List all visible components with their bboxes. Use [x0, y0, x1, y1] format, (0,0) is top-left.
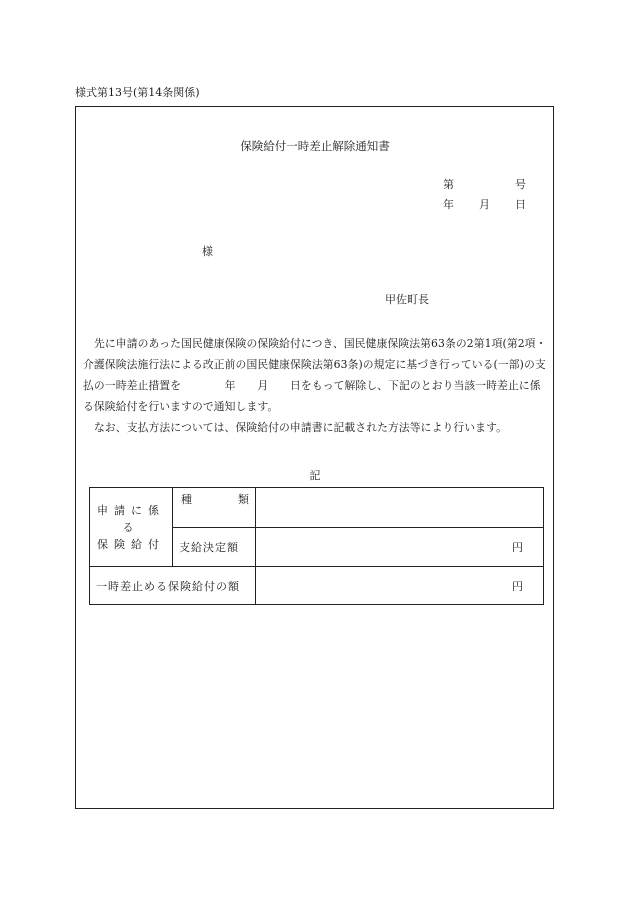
- notice-body: [83, 333, 548, 438]
- issuer-name: 甲佐町長: [385, 293, 429, 306]
- amount-label-cell: 支給決定額: [173, 527, 256, 567]
- form-number-label: 様式第13号(第14条関係): [75, 86, 200, 99]
- group-label-cell: [90, 488, 173, 567]
- date-year: 年: [443, 198, 454, 211]
- kind-value-cell: [256, 488, 544, 528]
- kind-label-cell: [173, 488, 256, 528]
- number-suffix: 号: [515, 178, 526, 191]
- group-label-line1: 申請に係る: [97, 503, 165, 534]
- kind-label-char1: 種: [181, 493, 192, 507]
- document-title: 保険給付一時差止解除通知書: [240, 139, 390, 153]
- date-day: 日: [515, 198, 526, 211]
- number-prefix: 第: [443, 178, 454, 191]
- body-paragraph-1: 先に申請のあった国民健康保険の保険給付につき、国民健康保険法第63条の2第1項(第2項・介護保険法施行法による改正前の国民健康保険法第63条)の規定に基づき行っている(一部)の支払の一時差止措置を 年 月 日をもって解除し、下記のとおり当該一時差止に係る保険給付を行いますので通知します。: [83, 337, 547, 413]
- ki-heading: 記: [309, 469, 321, 482]
- amount-value-cell: 円: [256, 527, 544, 567]
- group-label-line2: 保険給付: [97, 537, 165, 551]
- date-month: 月: [479, 198, 490, 211]
- addressee-suffix: 様: [202, 245, 213, 258]
- body-paragraph-2: なお、支払方法については、保険給付の申請書に記載された方法等により行います。: [94, 421, 507, 434]
- total-value-cell: 円: [256, 567, 544, 605]
- total-label-cell: 一時差止める保険給付の額: [90, 567, 256, 605]
- kind-label-char2: 類: [238, 493, 249, 507]
- benefit-detail-table: [89, 487, 544, 605]
